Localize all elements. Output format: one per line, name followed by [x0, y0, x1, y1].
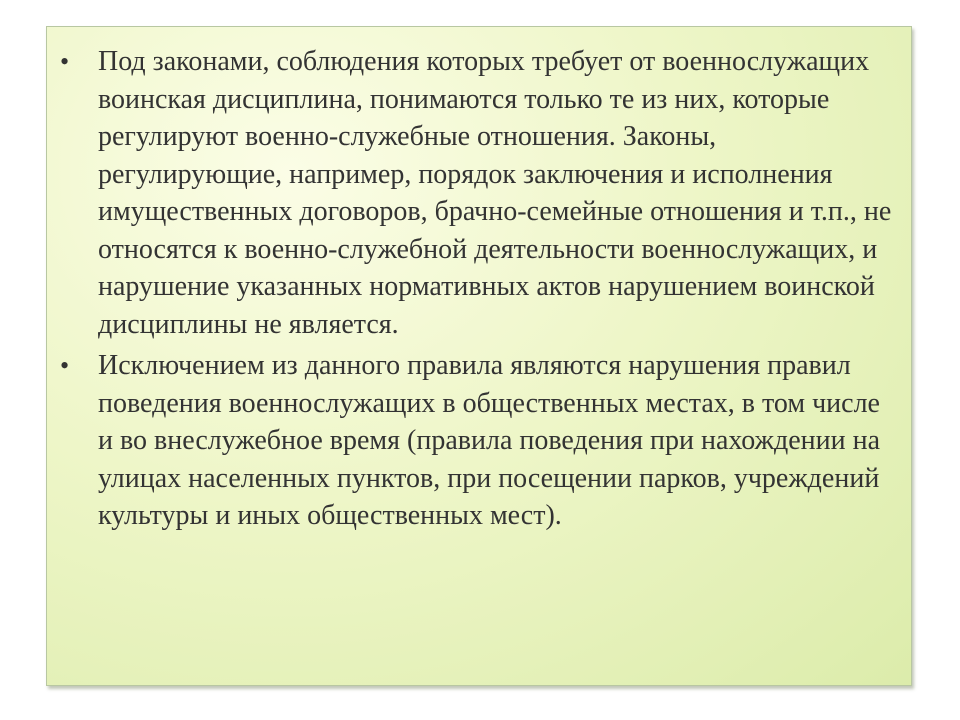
bullet-item-exception: [47, 347, 913, 535]
bullet-marker: •: [60, 351, 70, 380]
bullet-marker: •: [60, 47, 70, 76]
bullet-item-laws: [47, 43, 913, 343]
bullet-list: [47, 43, 913, 539]
content-panel: [46, 26, 912, 686]
bullet-text: Исключением из данного правила являются нарушения правил поведения военнослужащих в общественных местах, в том числе и во внеслужебное время (правила поведения при нахождении на улицах населенных пунктов, при посещении парков, учреждений культуры и иных общественных мест).: [98, 350, 880, 531]
bullet-text: Под законами, соблюдения которых требует от военнослужащих воинская дисциплина, понимаются только те из них, которые регулируют военно-служебные отношения. Законы, регулирующие, например, порядок заключения и исполнения имущественных договоров, брачно-семейные отношения и т.п., не относятся к военно-служебной деятельности военнослужащих, и нарушение указанных нормативных актов нарушением воинской дисциплины не является.: [98, 46, 892, 340]
